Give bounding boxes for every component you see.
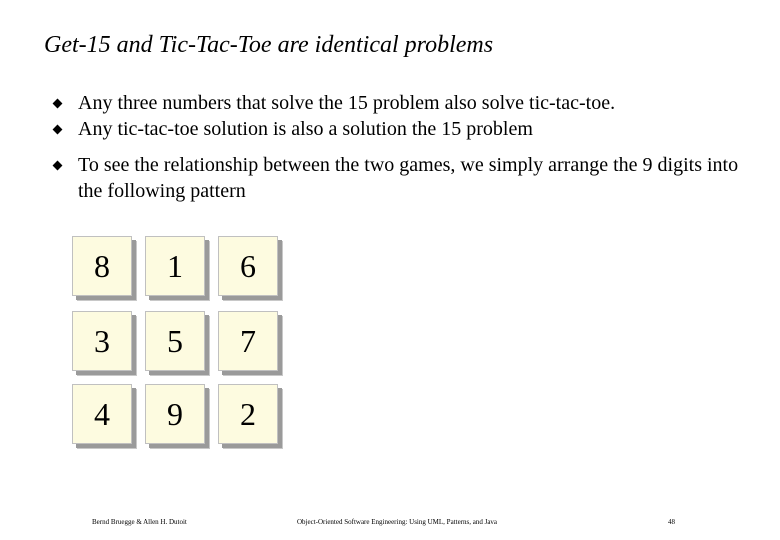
magic-square-tile: 4 <box>72 384 132 444</box>
magic-square-tile: 9 <box>145 384 205 444</box>
magic-square-tile: 2 <box>218 384 278 444</box>
magic-square-tile: 3 <box>72 311 132 371</box>
bullet-text: To see the relationship between the two games, we simply arrange the 9 digits into the following pattern <box>78 154 739 202</box>
magic-square-tile: 8 <box>72 236 132 296</box>
magic-square-tile: 6 <box>218 236 278 296</box>
magic-square-tile: 7 <box>218 311 278 371</box>
bullet-text: Any three numbers that solve the 15 problem also solve tic-tac-toe. <box>78 92 616 114</box>
magic-square-tile: 5 <box>145 311 205 371</box>
bullet-text: Any tic-tac-toe solution is also a solution the 15 problem <box>78 118 533 140</box>
slide-title: Get-15 and Tic-Tac-Toe are identical problems <box>44 32 494 58</box>
footer-book-title: Object-Oriented Software Engineering: Using UML, Patterns, and Java <box>297 518 498 526</box>
magic-square-tile: 1 <box>145 236 205 296</box>
footer-page-number: 48 <box>668 518 675 526</box>
footer-authors: Bernd Bruegge & Allen H. Dutoit <box>92 518 187 526</box>
